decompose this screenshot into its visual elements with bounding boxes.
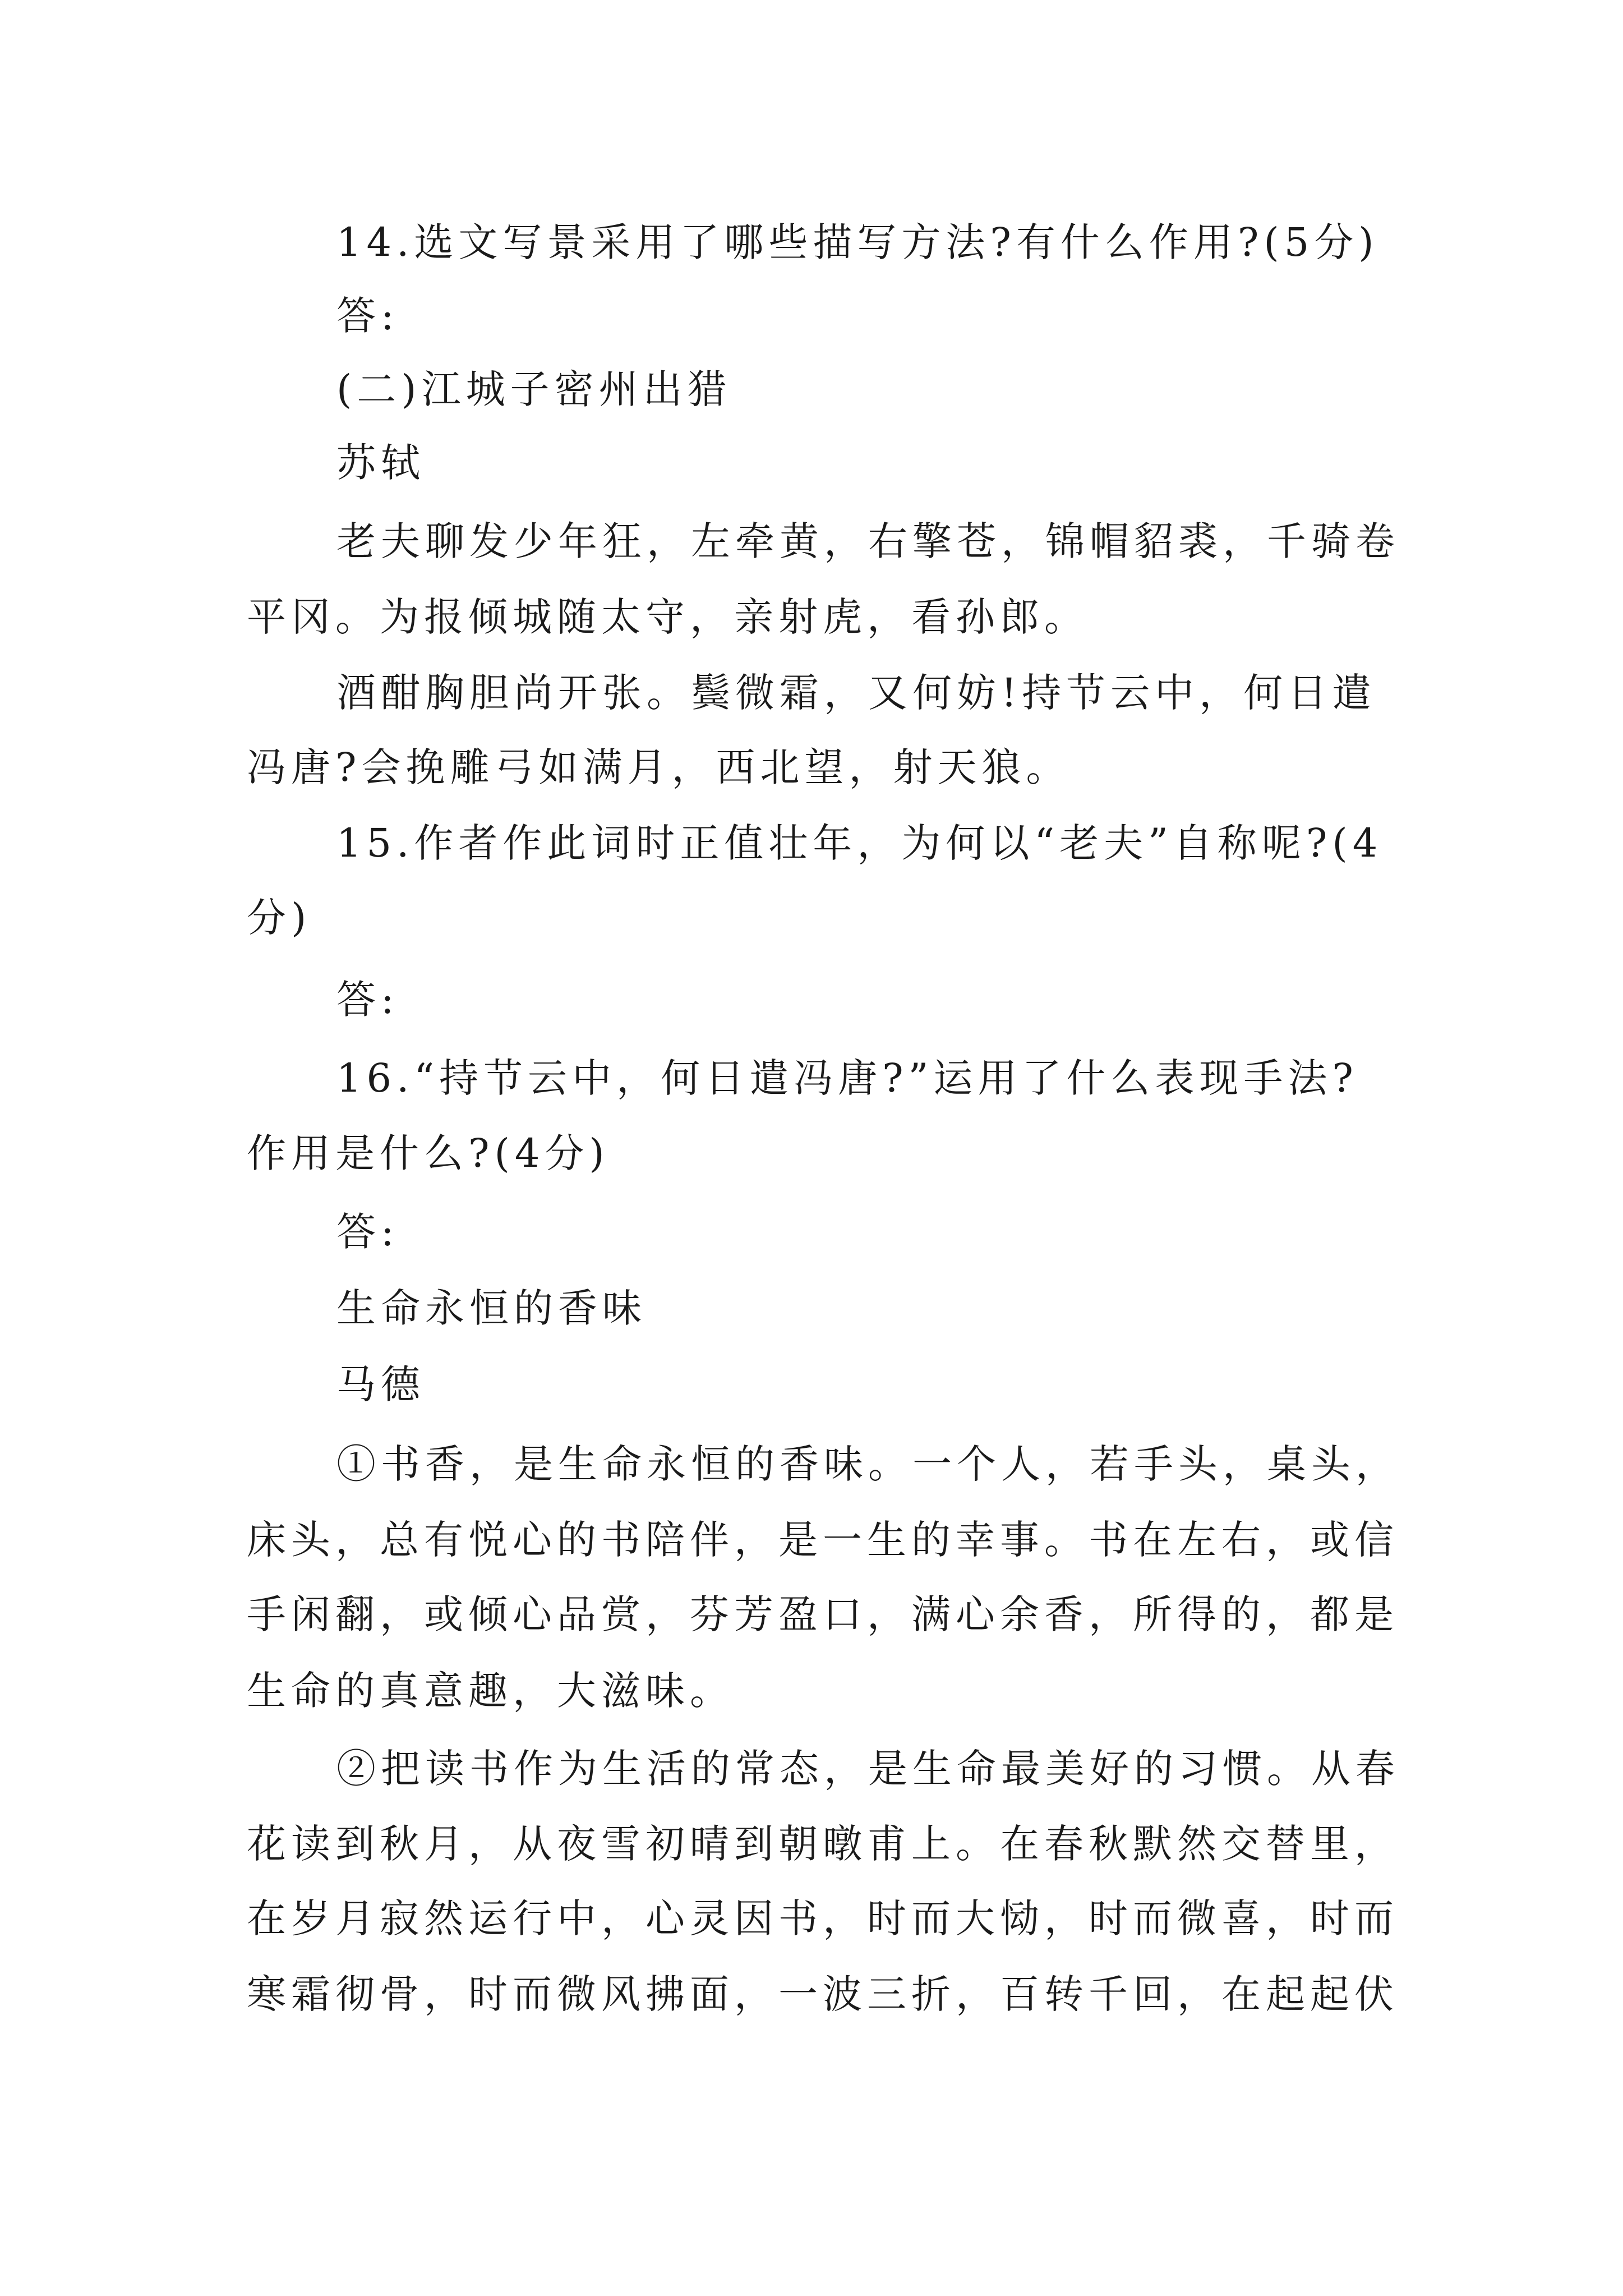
paragraph-line: 寒霜彻骨，时而微风拂面，一波三折，百转千回，在起起伏 <box>247 1971 1399 2017</box>
paragraph-line: 手闲翻，或倾心品赏，芬芳盈口，满心余香，所得的，都是 <box>247 1591 1399 1637</box>
question-16: 16.“持节云中，何日遣冯唐?”运用了什么表现手法? <box>336 1055 1358 1101</box>
poem-title: (二)江城子密州出猎 <box>336 366 732 412</box>
answer-label: 答: <box>336 293 399 339</box>
answer-label: 答: <box>336 1209 399 1255</box>
paragraph-line: 在岁月寂然运行中，心灵因书，时而大恸，时而微喜，时而 <box>247 1895 1399 1941</box>
question-16-continuation: 作用是什么?(4分) <box>247 1130 610 1176</box>
essay-title: 生命永恒的香味 <box>336 1285 647 1331</box>
poem-line: 冯唐?会挽雕弓如满月，西北望，射天狼。 <box>247 744 1071 790</box>
question-14: 14.选文写景采用了哪些描写方法?有什么作用?(5分) <box>336 219 1379 265</box>
paragraph-line: 花读到秋月，从夜雪初晴到朝暾甫上。在春秋默然交替里， <box>247 1821 1399 1867</box>
paragraph-line: 床头，总有悦心的书陪伴，是一生的幸事。书在左右，或信 <box>247 1517 1399 1563</box>
paragraph-line: ①书香，是生命永恒的香味。一个人，若手头，桌头， <box>336 1441 1400 1487</box>
paragraph-line: ②把读书作为生活的常态，是生命最美好的习惯。从春 <box>336 1746 1400 1792</box>
question-15: 15.作者作此词时正值壮年，为何以“老夫”自称呢?(4 <box>336 820 1383 866</box>
poem-line: 老夫聊发少年狂，左牵黄，右擎苍，锦帽貂裘，千骑卷 <box>336 518 1400 564</box>
paragraph-line: 生命的真意趣，大滋味。 <box>247 1668 734 1714</box>
answer-label: 答: <box>336 977 399 1023</box>
essay-author: 马德 <box>336 1361 425 1407</box>
question-15-continuation: 分) <box>247 895 312 941</box>
poem-line: 平冈。为报倾城随太守，亲射虎，看孙郎。 <box>247 594 1089 640</box>
poem-line: 酒酣胸胆尚开张。鬓微霜，又何妨!持节云中，何日遣 <box>336 670 1377 716</box>
poem-author: 苏轼 <box>336 440 425 486</box>
